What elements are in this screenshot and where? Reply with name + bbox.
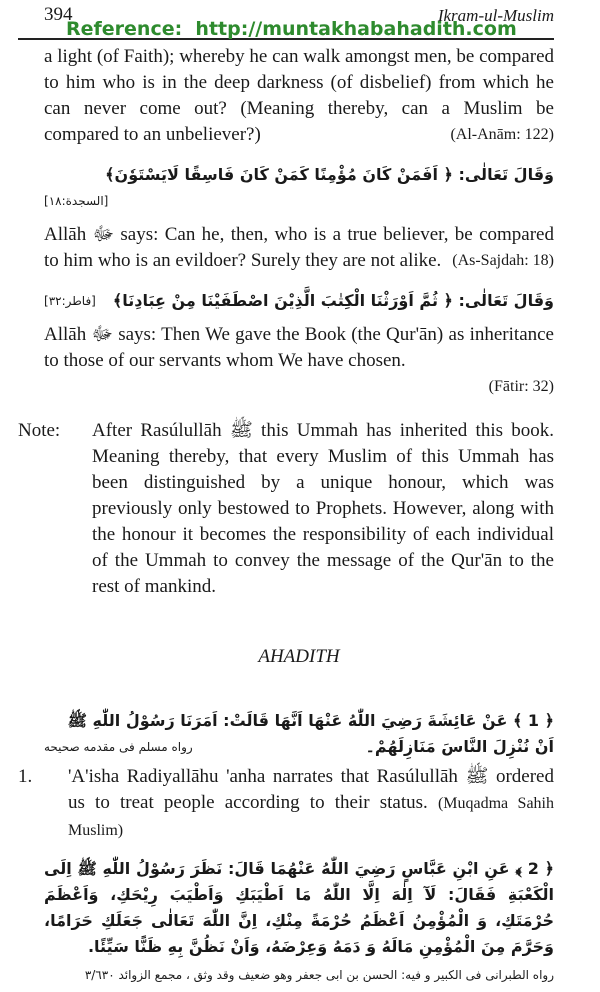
verse-reference: [السجدة:١٨] <box>44 193 109 208</box>
hadith-1-arabic <box>44 708 554 760</box>
page-header <box>44 4 554 38</box>
citation: (Muqadma Sahih Muslim) <box>68 794 555 839</box>
hadith-2-source: رواه الطبرانی فی الکبير و فيه: الحسن بن ابی جعفر وهو ضعيف وقد وثق ، مجمع الزوائد ٣/٦٣٠ <box>84 967 554 982</box>
arabic-text: وَقَالَ تَعَالٰى: ﴿ اَفَمَنْ كَانَ مُؤْمِنًا كَمَنْ كَانَ فَاسِقًا لَايَسْتَوٗنَ﴾ <box>105 164 554 184</box>
arabic-text: عَنْ عَائِشَةَ رَضِيَ اللّٰهُ عَنْهَا اَنَّهَا قَالَتْ: اَمَرَنَا رَسُوْلُ اللّٰهِ ﷺ اَنْ نُنْزِلَ النَّاسَ مَنَازِلَهُمْ۔ <box>67 710 554 756</box>
paragraph-intro <box>44 44 554 148</box>
section-title: AHADITH <box>258 645 340 667</box>
translation-text: 'A'isha Radiyallāhu 'anha narrates that Rasúlullāh ﷺ ordered us to treat people according to their status. <box>68 765 554 813</box>
page-number: 394 <box>44 4 73 25</box>
verse-arabic-1 <box>44 162 554 214</box>
source-reference: رواه مسلم فی مقدمه صحيحه <box>44 739 193 754</box>
note-block <box>18 418 554 600</box>
note-label: Note: <box>18 419 61 441</box>
hadith-number: ﴿ 2 ﴾ <box>515 858 554 878</box>
verse-translation-1 <box>44 222 554 274</box>
hadith-1-index: 1. <box>18 765 33 787</box>
verse-arabic-2 <box>44 288 554 314</box>
hadith-2-arabic <box>44 856 554 960</box>
hadith-number: ﴿ 1 ﴾ <box>512 710 554 730</box>
citation: (As-Sajdah: 18) <box>452 251 554 269</box>
citation: (Fātir: 32) <box>488 377 554 395</box>
verse-translation-2 <box>44 322 554 400</box>
arabic-text: وَقَالَ تَعَالٰى: ﴿ ثُمَّ اَوْرَثْنَا الْكِتٰبَ الَّذِيْنَ اصْطَفَيْنَا مِنْ عِبَادِنَا﴾ <box>112 290 554 310</box>
translation-text: Allāh ﷻ says: Then We gave the Book (the Qur'ān) as inheritance to those of our servants whom We have chosen. <box>44 323 554 371</box>
hadith-1-english <box>18 764 554 844</box>
citation: (Al-Anām: 122) <box>450 125 554 143</box>
note-text: After Rasúlullāh ﷺ this Ummah has inherited this book. Meaning thereby, that every Muslim of this Ummah has been distinguished by a unique honour, which was previously only bestowed to Prophets. However, along with the honour it becomes the responsibility of each individual of the Ummah to convey the message of the Qur'ān to the rest of mankind. <box>92 419 554 597</box>
hadith-1-translation <box>68 764 554 844</box>
arabic-text: عَنِ ابْنِ عَبَّاسٍ رَضِيَ اللّٰهُ عَنْهُمَا قَالَ: نَظَرَ رَسُوْلُ اللّٰهِ ﷺ اِلَى الْكَعْبَةِ فَقَالَ: لَآ اِلٰهَ اِلَّا اللّٰهُ مَا اَطْيَبَكِ وَاَطْيَبَ رِيْحَكِ، وَاَعْظَمَ حُرْمَتَكِ، وَ الْمُؤْمِنُ اَعْظَمُ حُرْمَةً مِنْكِ، اِنَّ اللّٰهَ تَعَالٰى جَعَلَكِ حَرَامًا، وَحَرَّمَ مِنَ الْمُؤْمِنِ مَالَهُ وَ دَمَهُ وَعِرْضَهُ، وَاَنْ نَظُنَّ بِهِ ظَنًّا سَيِّئًا. <box>44 858 554 956</box>
reference-watermark[interactable]: Reference: http://muntakhabahadith.com <box>66 18 517 40</box>
translation-text: Allāh ﷻ says: Can he, then, who is a true believer, be compared to him who is an evildoer? Surely they are not alike. <box>44 223 554 271</box>
paragraph-text: a light (of Faith); whereby he can walk amongst men, be compared to him who is in the deep darkness (of disbelief) from which he can never come out? (Meaning thereby, can a Muslim be compared to an unbeliever?) <box>44 45 554 145</box>
book-title: Ikram-ul-Muslim <box>437 6 554 25</box>
verse-reference: [فاطر:٣٢] <box>44 293 96 308</box>
